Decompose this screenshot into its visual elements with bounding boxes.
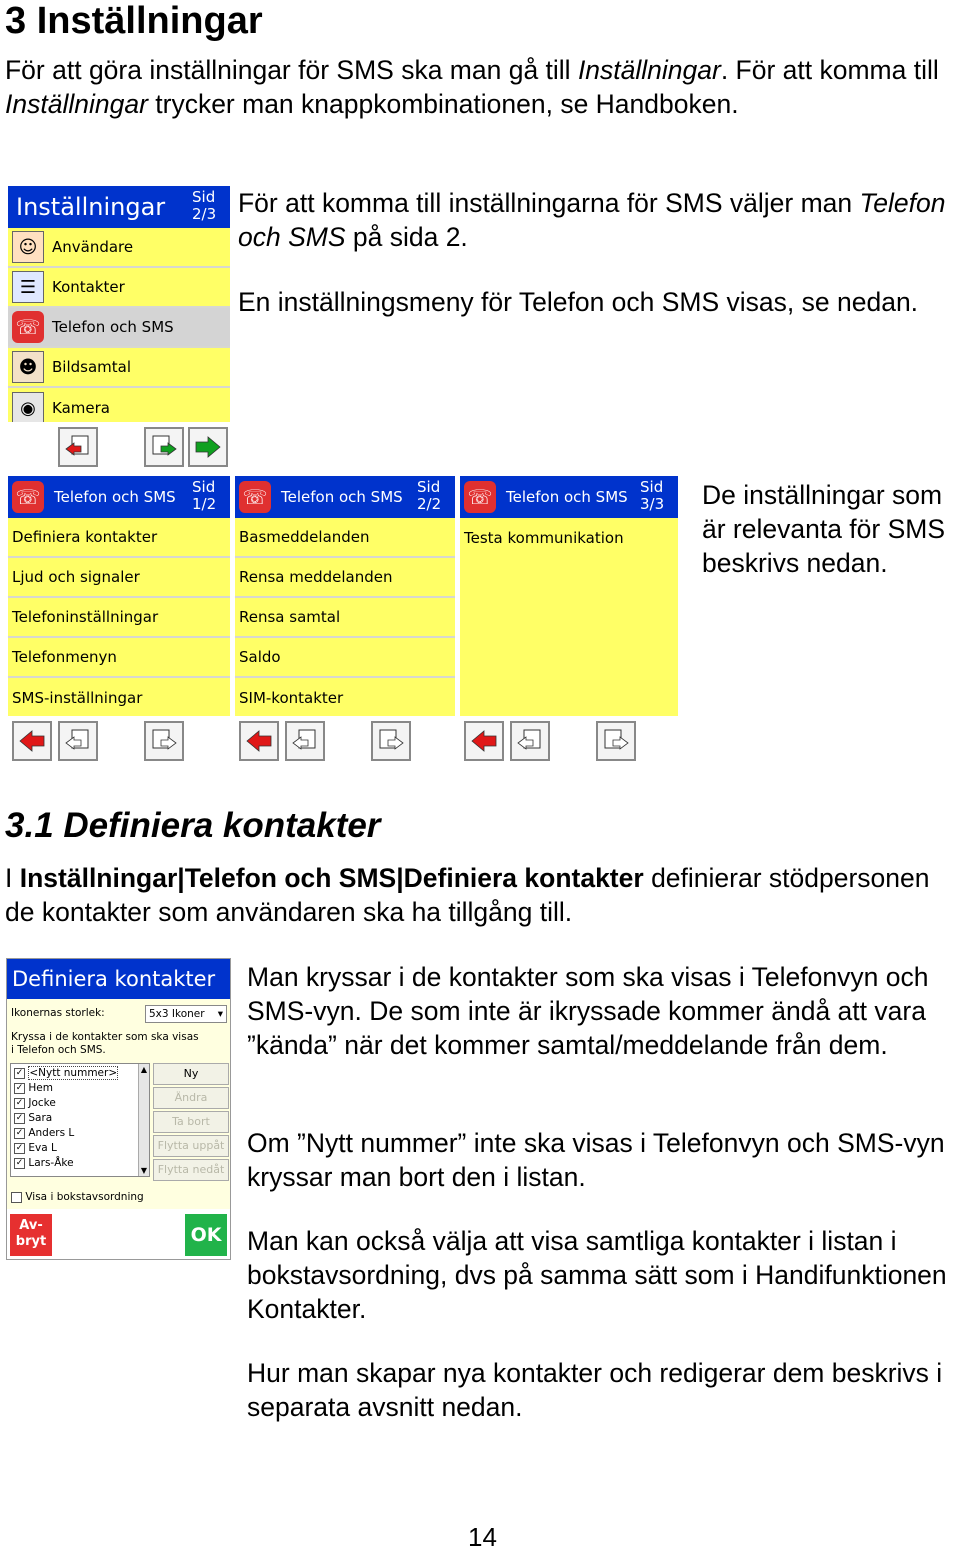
next-page-button[interactable] [144, 427, 184, 467]
screen-header [8, 476, 230, 518]
menu-item-label: Basmeddelanden [239, 528, 370, 546]
section-paragraph [5, 861, 935, 929]
alphabetical-label: Visa i bokstavsordning [25, 1191, 144, 1203]
goto-text-2: på sida 2. [345, 222, 468, 252]
next-page-button[interactable] [596, 721, 636, 761]
intro-emphasis-1: Inställningar [577, 55, 721, 85]
contact-row[interactable] [14, 1067, 118, 1080]
goto-text-1: För att komma till inställningarna för SMS väljer man [238, 188, 860, 218]
menu-item-label: Rensa samtal [239, 608, 341, 626]
description-paragraph-1: Man kryssar i de kontakter som ska visas i Telefonvyn och SMS-vyn. De som inte är ikryssade kommer ändå att vara ”kända” när det kommer samtal/meddelande från dem. [247, 962, 929, 1060]
icon-size-value: 5x3 Ikoner [149, 1008, 205, 1020]
menu-item-sim-kontakter[interactable] [235, 678, 455, 718]
checkbox-checked-icon[interactable]: ✓ [15, 1127, 24, 1138]
settings-item-label: Kontakter [52, 278, 125, 296]
menu-item-label: SMS-inställningar [12, 689, 143, 707]
move-up-button[interactable]: Flytta uppåt [153, 1135, 229, 1157]
menu-item-label: Rensa meddelanden [239, 568, 393, 586]
previous-page-icon [63, 432, 93, 462]
screen-title: Telefon och SMS [54, 488, 176, 506]
contact-name: Sara [28, 1112, 53, 1124]
page-indicator [192, 479, 216, 513]
define-contacts-toolbar [7, 1209, 230, 1259]
previous-page-button[interactable] [58, 427, 98, 467]
previous-page-button[interactable] [510, 721, 550, 761]
settings-screen-title: Inställningar [16, 193, 166, 221]
forward-button[interactable] [188, 427, 228, 467]
move-down-button[interactable]: Flytta nedåt [153, 1159, 229, 1181]
menu-item-rensa-samtal[interactable] [235, 598, 455, 638]
contact-row[interactable] [14, 1127, 74, 1140]
contact-name: <Nytt nummer> [29, 1067, 118, 1079]
phone-icon: ☏ [12, 481, 44, 513]
section-heading: 3.1 Definiera kontakter [5, 806, 381, 845]
next-page-icon [149, 432, 179, 462]
contact-name: Lars-Åke [28, 1157, 74, 1169]
menu-paragraph: En inställningsmeny för Telefon och SMS visas, se nedan. [238, 287, 919, 317]
menu-item-label: Testa kommunikation [464, 529, 624, 547]
checkbox-checked-icon[interactable]: ✓ [15, 1112, 24, 1123]
settings-screen-header [8, 186, 230, 228]
menu-item-sms-installningar[interactable] [8, 678, 230, 718]
section-path: Inställningar|Telefon och SMS|Definiera kontakter [19, 863, 644, 893]
menu-item-label: Definiera kontakter [12, 528, 158, 546]
menu-item-saldo[interactable] [235, 638, 455, 678]
intro-emphasis-2: Inställningar [5, 89, 148, 119]
checkbox-checked-icon[interactable]: ✓ [15, 1142, 24, 1153]
intro-text-1: För att göra inställningar för SMS ska man gå till [5, 55, 578, 85]
define-contacts-title: Definiera kontakter [7, 959, 230, 999]
previous-page-button[interactable] [58, 721, 98, 761]
next-page-icon [376, 726, 406, 756]
page-heading: 3 Inställningar [5, 0, 263, 42]
telefon-sms-screen-1 [8, 476, 230, 766]
intro-text-3: trycker man knappkombinationen, se Handboken. [147, 89, 739, 119]
delete-contact-button[interactable]: Ta bort [153, 1111, 229, 1133]
instruction-text: Kryssa i de kontakter som ska visas i Telefon och SMS. [11, 1031, 199, 1056]
previous-page-icon [290, 726, 320, 756]
section-text-1: I [5, 863, 20, 893]
cancel-button[interactable]: Av- bryt [10, 1214, 52, 1256]
arrow-right-icon [193, 432, 223, 462]
previous-page-button[interactable] [285, 721, 325, 761]
settings-item-label: Telefon och SMS [52, 318, 174, 336]
screen-toolbar [8, 716, 230, 766]
settings-item-kontakter[interactable] [8, 268, 230, 308]
menu-item-label: Telefonmenyn [12, 648, 117, 666]
back-button[interactable] [12, 721, 52, 761]
previous-page-icon [515, 726, 545, 756]
back-button[interactable] [239, 721, 279, 761]
contact-row[interactable] [14, 1142, 57, 1155]
goto-paragraph [238, 186, 948, 254]
new-contact-button[interactable]: Ny [153, 1063, 229, 1085]
checkbox-checked-icon[interactable]: ✓ [15, 1097, 24, 1108]
intro-paragraph [5, 53, 945, 121]
page-indicator [640, 479, 664, 513]
menu-item-label: SIM-kontakter [239, 689, 344, 707]
checkbox-unchecked-icon[interactable] [11, 1192, 22, 1203]
sid-label: Sid [192, 478, 216, 496]
intro-text-2: . För att komma till [720, 55, 939, 85]
arrow-left-icon [17, 726, 47, 756]
contact-row[interactable] [14, 1112, 52, 1125]
description-paragraph-3: Man kan också välja att visa samtliga kontakter i listan i bokstavsordning, dvs på samma sätt som i Handifunktionen Kontakter. [247, 1226, 947, 1324]
description-paragraph-4: Hur man skapar nya kontakter och redigerar dem beskrivs i separata avsnitt nedan. [247, 1358, 943, 1422]
menu-item-ljud-och-signaler[interactable] [8, 558, 230, 598]
sid-label: Sid [640, 478, 664, 496]
settings-item-anvandare[interactable] [8, 228, 230, 268]
phone-icon: ☏ [239, 481, 271, 513]
scroll-down-icon[interactable]: ▼ [140, 1166, 148, 1175]
menu-item-telefonmenyn[interactable] [8, 638, 230, 678]
back-button[interactable] [464, 721, 504, 761]
menu-item-telefoninstallningar[interactable] [8, 598, 230, 638]
menu-item-label: Saldo [239, 648, 281, 666]
settings-item-telefon-och-sms[interactable] [8, 308, 230, 348]
menu-item-label: Ljud och signaler [12, 568, 140, 586]
sid-page: 2/2 [417, 495, 442, 513]
icon-size-select[interactable] [145, 1005, 227, 1023]
menu-item-rensa-meddelanden[interactable] [235, 558, 455, 598]
contact-row[interactable] [14, 1097, 56, 1110]
contact-name: Anders L [28, 1127, 75, 1139]
sid-page: 1/2 [192, 495, 217, 513]
icon-size-label: Ikonernas storlek: [11, 1007, 105, 1019]
menu-item-label: Telefoninställningar [12, 608, 159, 626]
settings-item-label: Kamera [52, 399, 110, 417]
screen-toolbar [460, 716, 678, 766]
checkbox-checked-icon[interactable]: ✓ [15, 1157, 24, 1168]
screen-toolbar [235, 716, 455, 766]
arrow-left-icon [469, 726, 499, 756]
screen-title: Telefon och SMS [281, 488, 403, 506]
contacts-icon: ☰ [8, 267, 48, 307]
goto-emphasis: Telefon och SMS [238, 188, 946, 252]
page-indicator [192, 189, 216, 223]
next-page-button[interactable] [144, 721, 184, 761]
menu-item-testa-kommunikation[interactable] [460, 518, 678, 558]
ok-button[interactable]: OK [185, 1214, 227, 1256]
screen-header [460, 476, 678, 518]
sid-page: 3/3 [640, 495, 665, 513]
settings-item-bildsamtal[interactable] [8, 348, 230, 388]
settings-toolbar [8, 422, 230, 472]
menu-item-definiera-kontakter[interactable] [8, 518, 230, 558]
menu-item-basmeddelanden[interactable] [235, 518, 455, 558]
telefon-sms-screen-2 [235, 476, 455, 766]
settings-item-label: Bildsamtal [52, 358, 132, 376]
settings-item-label: Användare [52, 238, 134, 256]
contact-name: Eva L [28, 1142, 57, 1154]
screen-header [235, 476, 455, 518]
section-text-2: definierar stödpersonen de kontakter som användaren ska ha tillgång till. [5, 863, 930, 927]
settings-screen [8, 186, 230, 472]
phone-icon: ☏ [464, 481, 496, 513]
define-contacts-screen [6, 958, 231, 1260]
contact-name: Jocke [28, 1097, 56, 1109]
video-call-icon: ☻ [8, 347, 48, 387]
checkbox-checked-icon[interactable]: ✓ [15, 1067, 24, 1078]
scrollbar[interactable] [138, 1064, 149, 1176]
next-page-button[interactable] [371, 721, 411, 761]
relevant-paragraph: De inställningar som är relevanta för SMS beskrivs nedan. [702, 480, 946, 578]
contact-row[interactable] [14, 1082, 53, 1095]
scroll-up-icon[interactable]: ▲ [140, 1065, 148, 1074]
alphabetical-option[interactable] [11, 1191, 144, 1204]
page-indicator [417, 479, 441, 513]
edit-contact-button[interactable]: Ändra [153, 1087, 229, 1109]
user-icon: ☺ [8, 227, 48, 267]
sid-label: Sid [417, 478, 441, 496]
next-page-icon [149, 726, 179, 756]
contact-row[interactable] [14, 1157, 74, 1170]
contacts-list[interactable] [10, 1063, 150, 1177]
phone-icon: ☏ [8, 307, 48, 347]
screen-title: Telefon och SMS [506, 488, 628, 506]
camera-icon: ◉ [8, 388, 48, 428]
arrow-left-icon [244, 726, 274, 756]
page-number: 14 [468, 1522, 497, 1552]
checkbox-checked-icon[interactable]: ✓ [15, 1082, 24, 1093]
description-paragraph-2: Om ”Nytt nummer” inte ska visas i Telefonvyn och SMS-vyn kryssar man bort den i listan. [247, 1128, 945, 1192]
previous-page-icon [63, 726, 93, 756]
next-page-icon [601, 726, 631, 756]
chevron-down-icon: ▾ [217, 1008, 223, 1020]
sid-label: Sid [192, 188, 216, 206]
contact-name: Hem [28, 1082, 53, 1094]
sid-page: 2/3 [192, 205, 217, 223]
telefon-sms-screen-3 [460, 476, 678, 766]
